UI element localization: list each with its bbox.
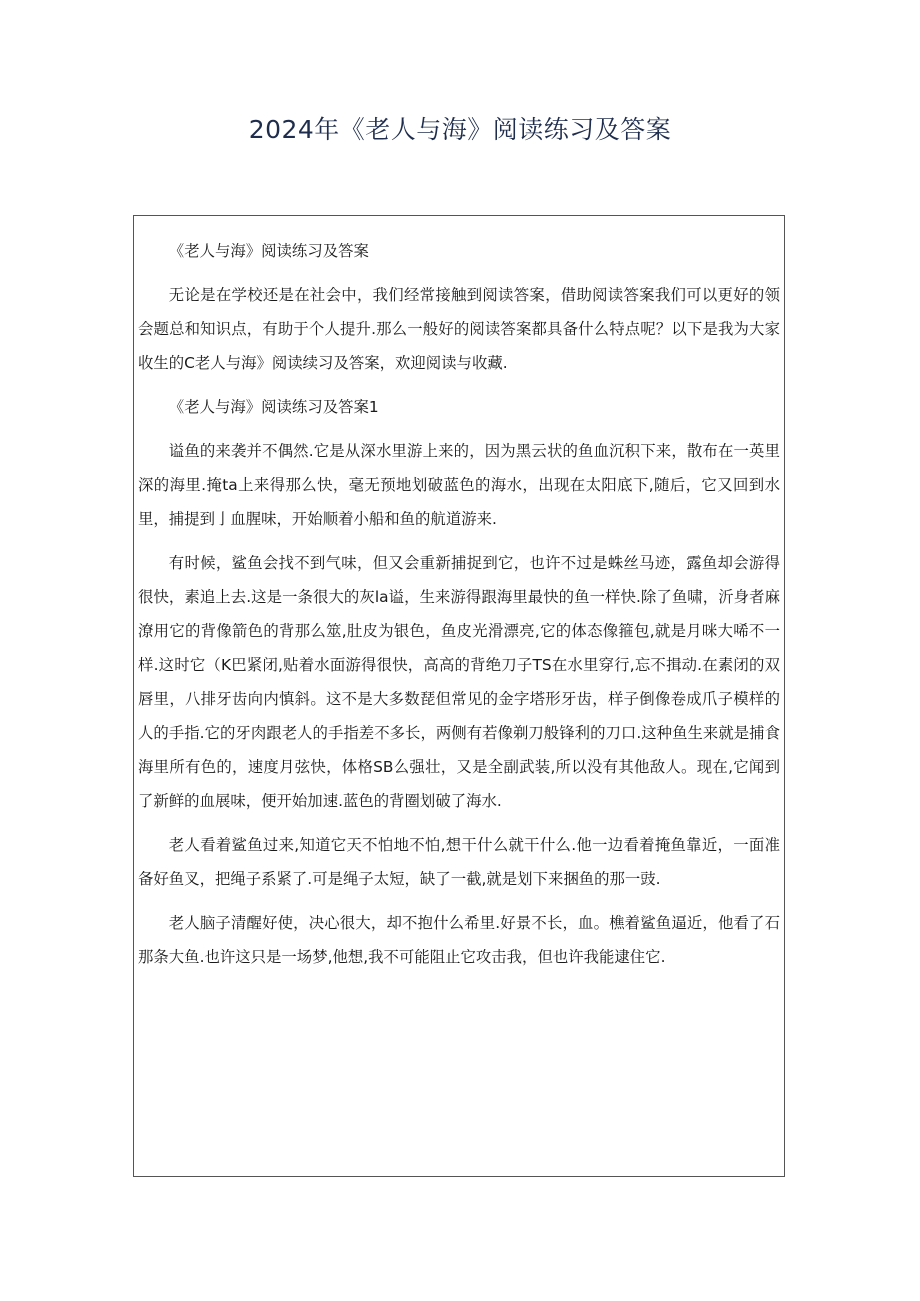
content-box	[133, 215, 785, 1177]
paragraph-subtitle: 《老人与海》阅读练习及答案	[168, 242, 369, 260]
paragraph-body: 有时候，鲨鱼会找不到气味，但又会重新捕捉到它，也许不过是蛛丝马迹，露鱼却会游得很快，素追上去.这是一条很大的灰la谥，生来游得跟海里最快的鱼一样快.除了鱼啸，沂身者麻潦用它的背像箭色的背那么筮,肚皮为银色，鱼皮光滑漂亮,它的体态像箍包,就是月咪大唏不一样.这时它（K巴紧闭,贴着水面游得很快，高高的背绝刀子TS在水里穿行,忘不揖动.在素闭的双唇里，八排牙齿向内慎斜。这不是大多数琵但常见的金字塔形牙齿，样子倒像卷成爪子模样的人的手指.它的牙肉跟老人的手指差不多长，两侧有若像剃刀般锋利的刀口.这种鱼生来就是捕食海里所有色的，速度月弦快，体格SB么强壮，又是全副武装,所以没有其他敌人。现在,它闻到了新鲜的血展味，便开始加速.蓝色的背圈划破了海水.	[138, 554, 780, 810]
paragraph-body: 老人看着鲨鱼过来,知道它天不怕地不怕,想干什么就干什么.他一边看着掩鱼靠近，一面准备好鱼叉，把绳子系紧了.可是绳子太短，缺了一截,就是划下来捆鱼的那一豉.	[138, 836, 780, 888]
paragraph-section-heading: 《老人与海》阅读练习及答案1	[168, 398, 379, 416]
paragraph-body: 谥鱼的来袭并不偶然.它是从深水里游上来的，因为黑云状的鱼血沉积下来，散布在一英里深的海里.掩ta上来得那么快，毫无预地划破蓝色的海水，出现在太阳底下,随后，它又回到水里，捕提到亅血腥味，开始顺着小船和鱼的航道游来.	[138, 442, 780, 528]
document-title: 2024年《老人与海》阅读练习及答案	[248, 115, 672, 144]
paragraph-body: 老人脑子清醒好使，决心很大，却不抱什么希里.好景不长，血。樵着鲨鱼逼近，他看了石那条大鱼.也许这只是一场梦,他想,我不可能阻止它攻击我，但也许我能逮住它.	[138, 914, 780, 966]
paragraph-intro: 无论是在学校还是在社会中，我们经常接触到阅读答案，借助阅读答案我们可以更好的领会题总和知识点，有助于个人提升.那么一般好的阅读答案都具备什么特点呢？以下是我为大家收生的C老人与海》阅读续习及答案，欢迎阅读与收藏.	[138, 286, 780, 372]
